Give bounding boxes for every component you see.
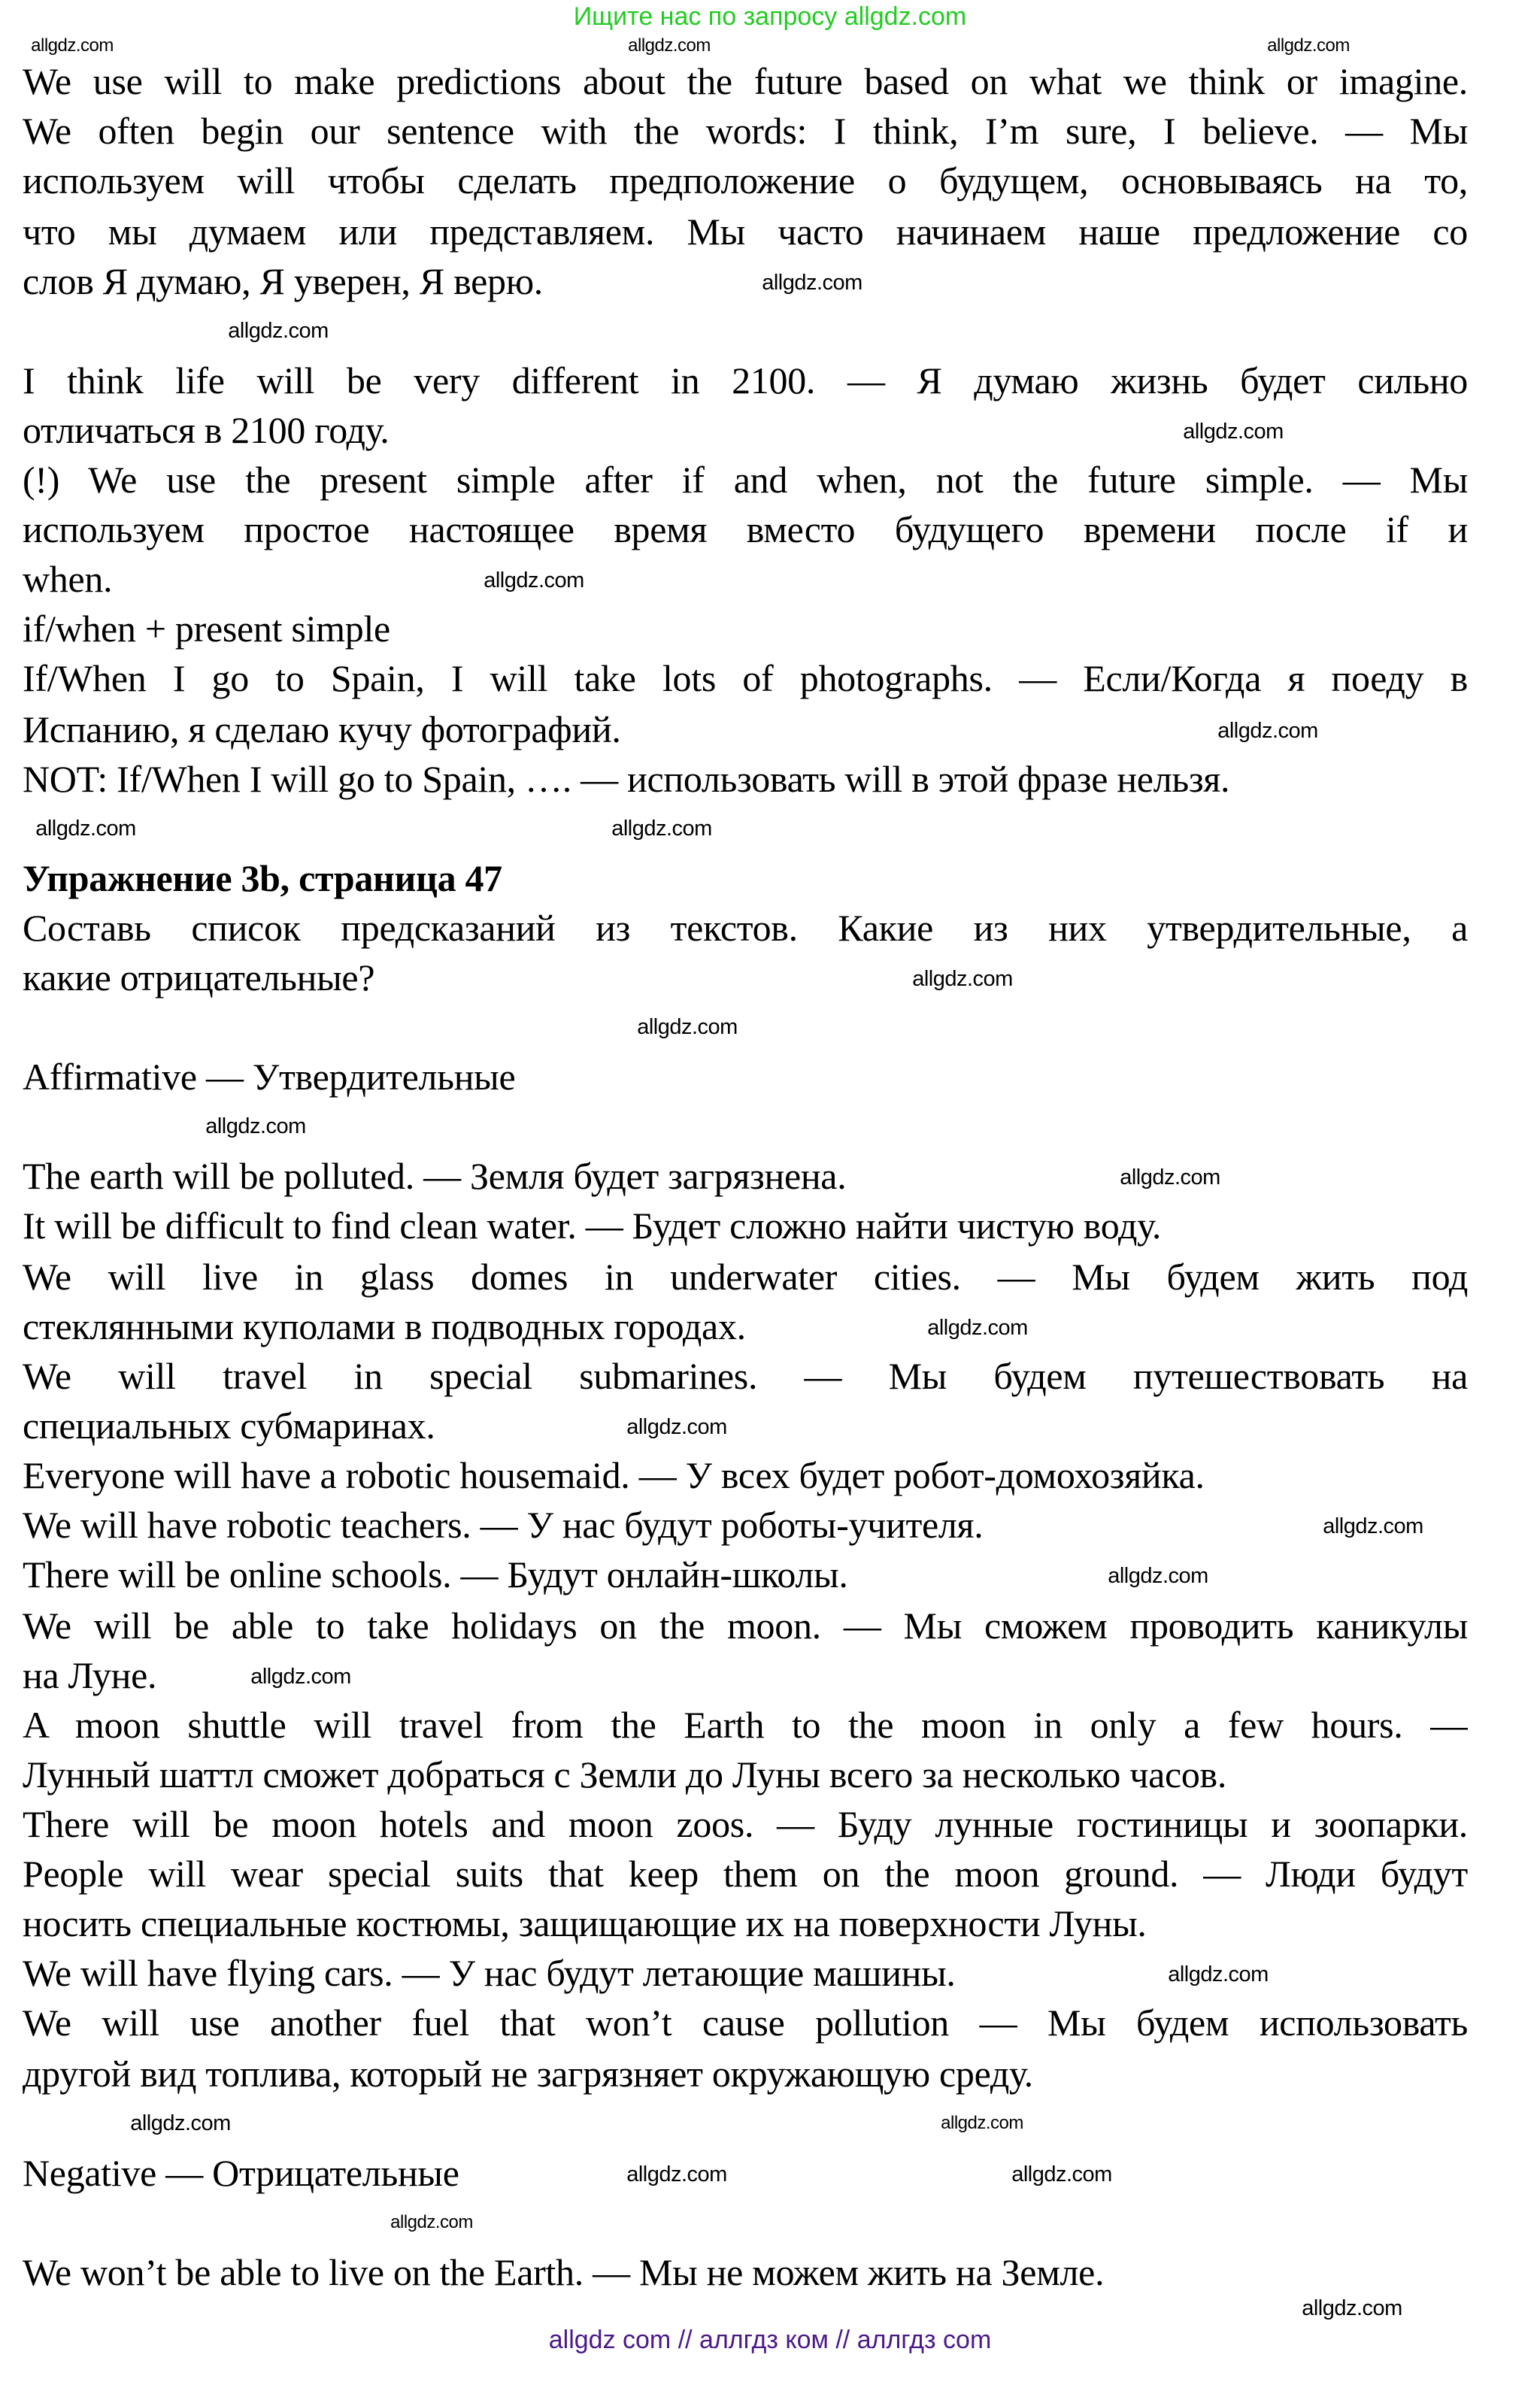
text-line: Affirmative — Утвердительные — [23, 1056, 516, 1098]
text-line: It will be difficult to find clean water. — Будет сложно найти чистую воду. — [23, 1205, 1162, 1247]
text-line: на Луне. — [23, 1654, 157, 1696]
watermark-text: allgdz.com — [31, 35, 114, 56]
watermark-text: allgdz.com — [927, 1316, 1028, 1340]
text-line: when. — [23, 558, 113, 600]
watermark-text: allgdz.com — [1011, 2162, 1112, 2186]
text-line: We will live in glass domes in underwater cities. — Мы будем жить под — [23, 1256, 1468, 1298]
text-line: We will travel in special submarines. — Мы будем путешествовать на — [23, 1355, 1468, 1397]
watermark-text: allgdz.com — [1323, 1514, 1423, 1538]
text-line: The earth will be polluted. — Земля будет загрязнена. — [23, 1155, 847, 1197]
watermark-text: allgdz.com — [390, 2212, 473, 2232]
text-line: используем will чтобы сделать предположение о будущем, основываясь на то, — [23, 159, 1468, 202]
watermark-text: allgdz.com — [941, 2113, 1023, 2133]
watermark-text: allgdz.com — [626, 1415, 727, 1439]
text-line: We won’t be able to live on the Earth. — Мы не можем жить на Земле. — [23, 2251, 1105, 2293]
text-line: специальных субмаринах. — [23, 1405, 435, 1447]
search-banner: Ищите нас по запросу allgdz.com — [573, 2, 967, 31]
text-line: носить специальные костюмы, защищающие их на поверхности Луны. — [23, 1902, 1147, 1944]
text-line: There will be online schools. — Будут онлайн-школы. — [23, 1553, 848, 1596]
text-line: Negative — Отрицательные — [23, 2152, 459, 2194]
watermark-text: allgdz.com — [130, 2111, 231, 2135]
watermark-text: allgdz.com — [1217, 719, 1318, 743]
watermark-text: allgdz.com — [637, 1015, 738, 1039]
watermark-text: allgdz.com — [626, 2162, 727, 2186]
watermark-text: allgdz.com — [1302, 2296, 1402, 2320]
text-line: Лунный шаттл сможет добраться с Земли до Луны всего за несколько часов. — [23, 1753, 1227, 1796]
watermark-text: allgdz.com — [1168, 1962, 1269, 1986]
text-line: что мы думаем или представляем. Мы часто начинаем наше предложение со — [23, 211, 1468, 253]
text-line: (!) We use the present simple after if and when, not the future simple. — Мы — [23, 459, 1468, 501]
text-line: We will be able to take holidays on the moon. — Мы сможем проводить каникулы — [23, 1605, 1468, 1647]
text-line: слов Я думаю, Я уверен, Я верю. — [23, 260, 543, 302]
watermark-text: allgdz.com — [762, 271, 862, 295]
watermark-text: allgdz.com — [628, 35, 711, 56]
text-line: Испанию, я сделаю кучу фотографий. — [23, 708, 621, 750]
text-line: There will be moon hotels and moon zoos. — Буду лунные гостиницы и зоопарки. — [23, 1803, 1468, 1845]
text-line: используем простое настоящее время вместо будущего времени после if и — [23, 508, 1468, 550]
text-line: People will wear special suits that keep them on the moon ground. — Люди будут — [23, 1853, 1468, 1895]
watermark-text: allgdz.com — [912, 967, 1013, 991]
watermark-text: allgdz.com — [1267, 35, 1350, 56]
text-line: We will use another fuel that won’t cause pollution — Мы будем использовать — [23, 2002, 1468, 2044]
footer-links[interactable]: allgdz com // аллгдз ком // аллгдз com — [548, 2326, 992, 2354]
watermark-text: allgdz.com — [1108, 1564, 1208, 1588]
exercise-heading: Упражнение 3b, страница 47 — [23, 857, 502, 899]
watermark-text: allgdz.com — [205, 1114, 306, 1138]
watermark-text: allgdz.com — [1120, 1165, 1220, 1189]
text-line: другой вид топлива, который не загрязняет окружающую среду. — [23, 2053, 1033, 2095]
text-line: A moon shuttle will travel from the Earth to the moon in only a few hours. — — [23, 1704, 1468, 1746]
text-line: NOT: If/When I will go to Spain, …. — использовать will в этой фразе нельзя. — [23, 758, 1230, 800]
watermark-text: allgdz.com — [611, 817, 712, 841]
watermark-text: allgdz.com — [484, 568, 584, 592]
text-line: стеклянными куполами в подводных городах. — [23, 1305, 746, 1347]
text-line: We will have robotic teachers. — У нас будут роботы-учителя. — [23, 1504, 984, 1546]
text-line: какие отрицательные? — [23, 956, 375, 999]
text-line: if/when + present simple — [23, 608, 390, 650]
watermark-text: allgdz.com — [1183, 420, 1284, 444]
watermark-text: allgdz.com — [228, 319, 329, 343]
text-line: I think life will be very different in 2100. — Я думаю жизнь будет сильно — [23, 359, 1468, 402]
text-line: We often begin our sentence with the words: I think, I’m sure, I believe. — Мы — [23, 110, 1468, 152]
text-line: We use will to make predictions about the future based on what we think or imagine. — [23, 60, 1468, 102]
text-line: Составь список предсказаний из текстов. Какие из них утвердительные, а — [23, 907, 1468, 949]
watermark-text: allgdz.com — [250, 1665, 351, 1689]
text-line: Everyone will have a robotic housemaid. — У всех будет робот-домохозяйка. — [23, 1454, 1205, 1496]
text-line: We will have flying cars. — У нас будут летающие машины. — [23, 1952, 956, 1994]
text-line: отличаться в 2100 году. — [23, 409, 390, 451]
watermark-text: allgdz.com — [35, 817, 136, 841]
text-line: If/When I go to Spain, I will take lots of photographs. — Если/Когда я поеду в — [23, 657, 1468, 699]
